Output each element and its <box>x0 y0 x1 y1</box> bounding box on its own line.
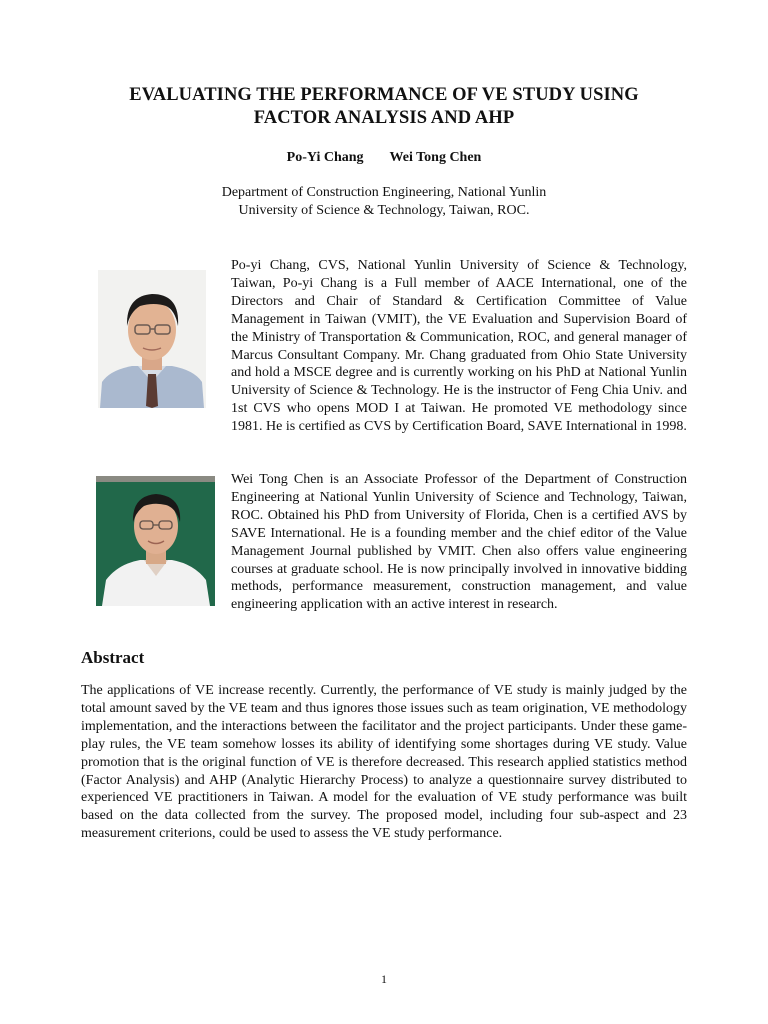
affiliation-line-1: Department of Construction Engineering, National Yunlin <box>221 185 547 200</box>
paper-title-line-2: FACTOR ANALYSIS AND AHP <box>253 108 515 128</box>
portrait-image <box>96 476 215 606</box>
author-name: Po-Yi Chang <box>286 150 364 165</box>
abstract-body: The applications of VE increase recently. Currently, the performance of VE study is mainly judged by the total amount saved by the VE team and thus ignores those issues such as team origination, VE methodology implementation, and the interactions between the facilitator and the project participants. Under these game-play rules, the VE team somehow losses its ability of identifying some shortages during VE study. Value promotion that is the original function of VE is therefore decreased. This research applied statistics method (Factor Analysis) and AHP (Analytic Hierarchy Process) to analyze a questionnaire survey distributed to experienced VE practitioners in Taiwan. A model for the evaluation of VE study performance was built based on the data collected from the survey. The proposed model, including four sub-aspect and 23 measurement criterions, could be used to assess the VE study performance. <box>81 683 687 842</box>
paper-title <box>60 84 708 130</box>
author-photo-wei-tong-chen <box>96 476 215 606</box>
affiliation-line-2: University of Science & Technology, Taiwan, ROC. <box>238 203 530 218</box>
page-number: 1 <box>381 972 387 986</box>
author-bio-wei-tong-chen: Wei Tong Chen is an Associate Professor of the Department of Construction Engineering at National Yunlin University of Science and Technology, Taiwan, ROC. Obtained his PhD from University of Florida, Chen is a certified AVS by SAVE International. He is a founding member and the chief editor of the Value Management Journal published by VMIT. Chen also offers value engineering courses at graduate school. He is now principally involved in innovative bidding methods, performance measurement, construction management, and value engineering application with an active interest in research. <box>231 472 687 613</box>
author-list <box>60 149 708 167</box>
paper-title-line-1: EVALUATING THE PERFORMANCE OF VE STUDY USING <box>129 85 639 105</box>
author-bio-po-yi-chang: Po-yi Chang, CVS, National Yunlin University of Science & Technology, Taiwan, Po-yi Chang is a Full member of AACE International, one of the Directors and Chair of Standard & Certification Committee of Value Management in Taiwan (VMIT), the VE Evaluation and Supervision Board of the Ministry of Transportation & Communication, ROC, and general manager of Marcus Consultant Company. Mr. Chang graduated from Ohio State University and hold a MSCE degree and is currently working on his PhD at National Yunlin University of Science & Technology. He is the instructor of Feng Chia Univ. and 1st CVS who opens MOD I at Taiwan. He promoted VE methodology since 1981. He is certified as CVS by Certification Board, SAVE International in 1998. <box>231 258 687 435</box>
abstract-heading: Abstract <box>81 648 145 667</box>
affiliation <box>60 184 708 220</box>
author-photo-po-yi-chang <box>98 270 206 408</box>
author-name: Wei Tong Chen <box>389 150 482 165</box>
portrait-image <box>98 270 206 408</box>
